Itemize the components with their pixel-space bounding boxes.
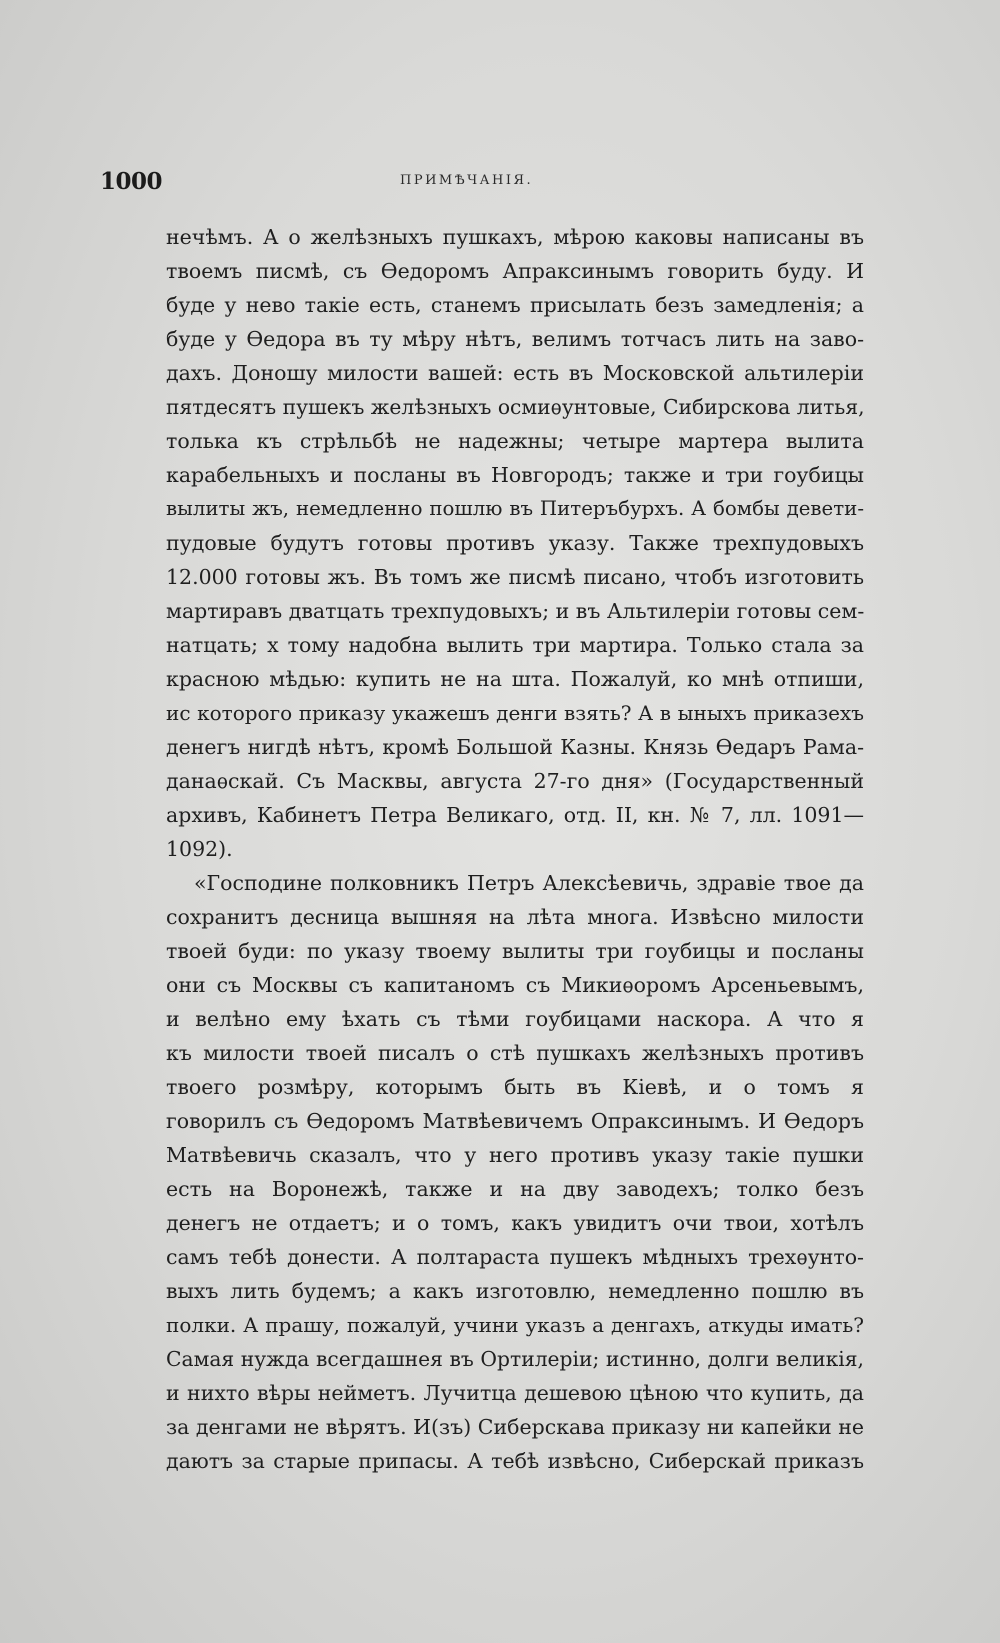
text-line: Самая нужда всегдашнея въ Ортилеріи; истинно, долги великія,	[166, 1347, 864, 1371]
text-line: пудовые будутъ готовы противъ указу. Также трехпудовыхъ	[166, 531, 864, 555]
text-line: твоего розмѣру, которымъ быть въ Кіевѣ, и о томъ я	[166, 1075, 864, 1099]
text-line: денегъ не отдаетъ; и о томъ, какъ увидитъ очи твои, хотѣлъ	[166, 1211, 864, 1235]
text-line: говорилъ съ Ѳедоромъ Матвѣевичемъ Опраксинымъ. И Ѳедоръ	[166, 1109, 864, 1133]
text-line: самъ тебѣ донести. А полтараста пушекъ мѣдныхъ трехѳунто-	[166, 1245, 864, 1269]
text-line: 12.000 готовы жъ. Въ томъ же писмѣ писано, чтобъ изготовить	[166, 565, 864, 589]
text-line: нечѣмъ. А о желѣзныхъ пушкахъ, мѣрою каковы написаны въ	[166, 225, 864, 249]
text-line: натцать; х тому надобна вылить три мартира. Только стала за	[166, 633, 864, 657]
text-line: Матвѣевичь сказалъ, что у него противъ указу такіе пушки	[166, 1143, 864, 1167]
text-line: мартиравъ дватцать трехпудовыхъ; и въ Альтилеріи готовы сем-	[166, 599, 865, 623]
text-line: 1092).	[166, 837, 233, 861]
text-line: красною мѣдью: купить не на шта. Пожалуй, ко мнѣ отпиши,	[166, 667, 864, 691]
text-line: денегъ нигдѣ нѣтъ, кромѣ Большой Казны. Князь Ѳедаръ Рама-	[166, 735, 864, 759]
text-line: твоемъ писмѣ, съ Ѳедоромъ Апраксинымъ говорить буду. И	[166, 259, 864, 283]
text-line: къ милости твоей писалъ о стѣ пушкахъ желѣзныхъ противъ	[166, 1041, 864, 1065]
text-line: за денгами не вѣрятъ. И(зъ) Сиберскава приказу ни капейки не	[166, 1415, 864, 1439]
body-text	[166, 220, 864, 1478]
text-line: буде у нево такіе есть, станемъ присылать безъ замедленія; а	[166, 293, 864, 317]
text-line: есть на Воронежѣ, также и на дву заводехъ; толко безъ	[166, 1177, 864, 1201]
paragraph-1	[166, 220, 864, 866]
text-line: карабельныхъ и посланы въ Новгородъ; также и три гоубицы	[166, 463, 864, 487]
text-line: вылиты жъ, немедленно пошлю въ Питеръбурхъ. А бомбы девети-	[166, 497, 864, 520]
paragraph-2	[166, 866, 864, 1478]
page-header	[100, 168, 880, 198]
text-line: толька къ стрѣльбѣ не надежны; четыре мартера вылита	[166, 429, 864, 453]
text-line: ис которого приказу укажешъ денги взять? А в ыныхъ приказехъ	[166, 701, 864, 725]
text-line: архивъ, Кабинетъ Петра Великаго, отд. II, кн. № 7, лл. 1091—	[166, 803, 864, 827]
text-line: и велѣно ему ѣхать съ тѣми гоубицами наскора. А что я	[166, 1007, 864, 1031]
text-line: дахъ. Доношу милости вашей: есть въ Московской альтилеріи	[166, 361, 864, 385]
text-line: выхъ лить будемъ; а какъ изготовлю, немедленно пошлю въ	[166, 1279, 864, 1303]
text-line: «Господине полковникъ Петръ Алексѣевичь, здравіе твое да	[194, 871, 864, 895]
text-line: сохранитъ десница вышняя на лѣта многа. Извѣсно милости	[166, 905, 864, 929]
text-line: полки. А прашу, пожалуй, учини указъ а денгахъ, аткуды имать?	[166, 1313, 864, 1337]
text-line: буде у Ѳедора въ ту мѣру нѣтъ, велимъ тотчасъ лить на заво-	[166, 327, 864, 351]
text-line: твоей буди: по указу твоему вылиты три гоубицы и посланы	[166, 939, 864, 963]
running-head: ПРИМѢЧАНІЯ.	[400, 173, 534, 188]
page-number: 1000	[100, 168, 163, 195]
text-line: даютъ за старые припасы. А тебѣ извѣсно, Сиберскай приказъ	[166, 1449, 864, 1473]
text-line: пятдесятъ пушекъ желѣзныхъ осмиѳунтовые, Сибирскова литья,	[166, 395, 865, 419]
text-line: данаѳскай. Съ Масквы, августа 27-го дня» (Государственный	[166, 769, 864, 793]
text-line: и нихто вѣры нейметъ. Лучитца дешевою цѣною что купить, да	[166, 1381, 864, 1405]
text-line: они съ Москвы съ капитаномъ съ Микиѳоромъ Арсеньевымъ,	[166, 973, 864, 997]
